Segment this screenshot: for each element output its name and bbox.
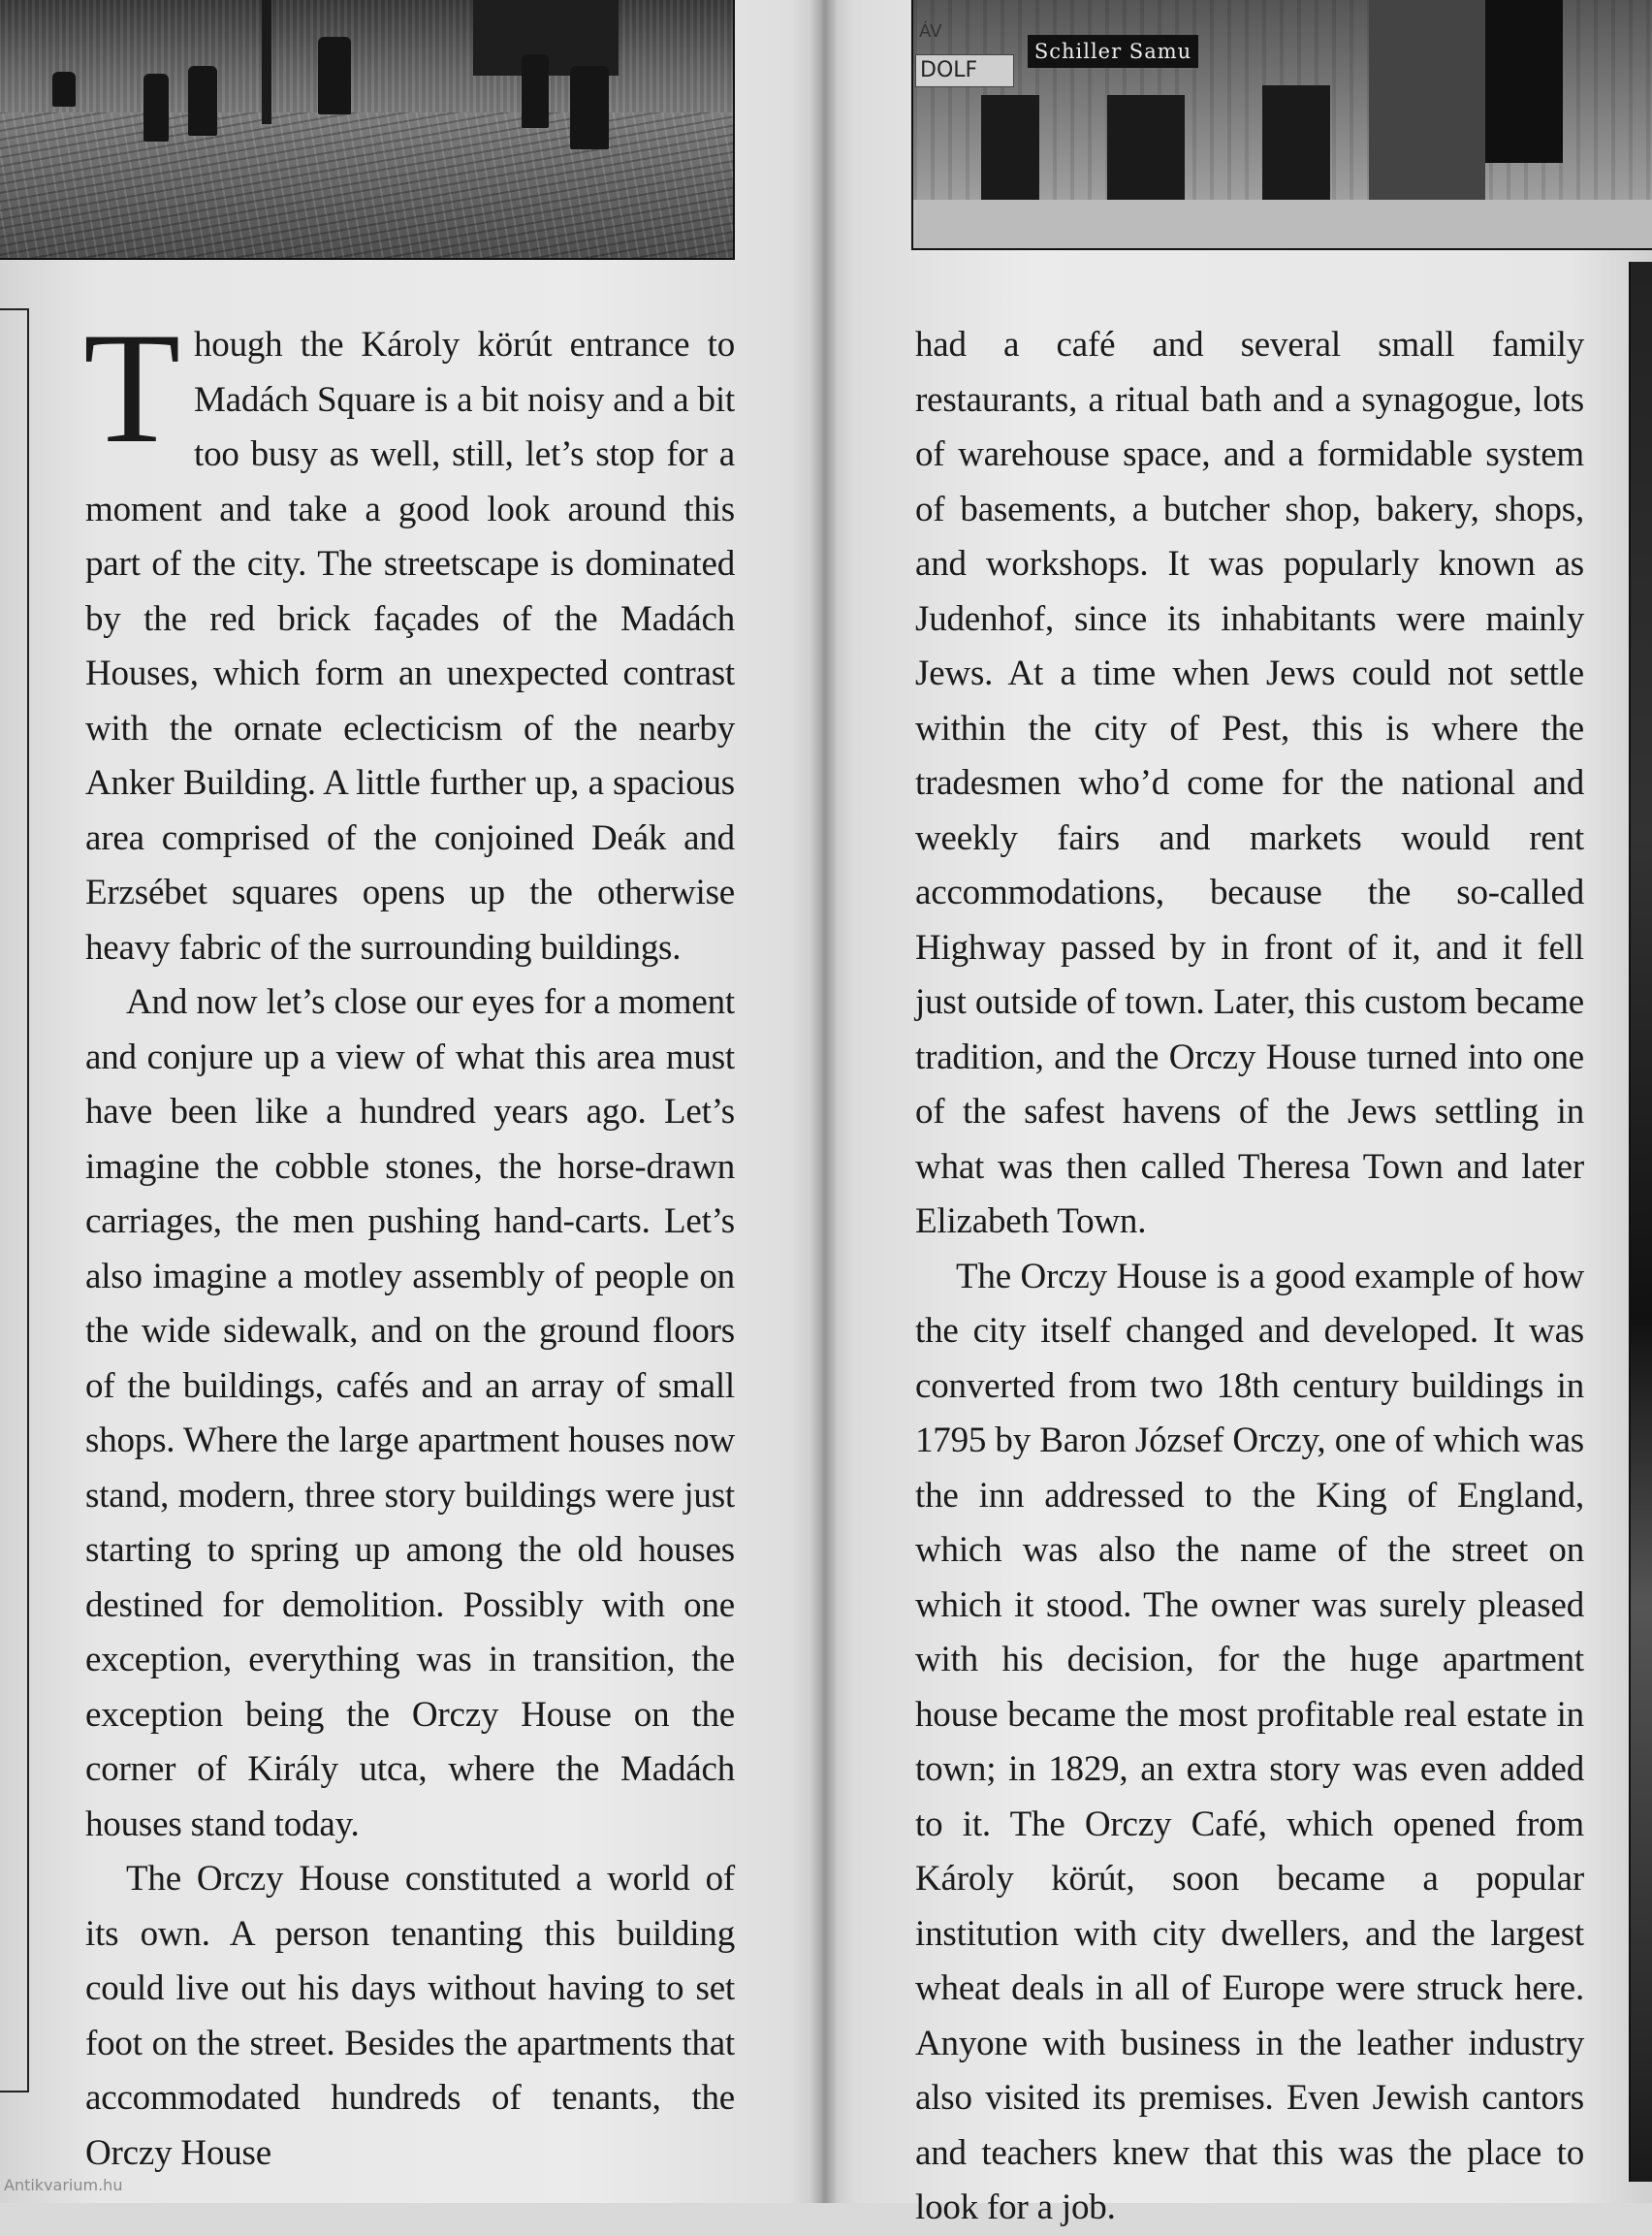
pedestrian-figure [522, 54, 549, 128]
paragraph: And now let’s close our eyes for a moment and conjure up a view of what this area must have been like a hundred years ago. Let’s imagine the cobble stones, the horse-drawn carriages, the men pushing hand-carts. Let’s also imagine a motley assembly of people on the wide sidewalk, and on the ground floors of the buildings, cafés and an array of small shops. Where the large apartment houses now stand, modern, three story buildings were just starting to spring up among the old houses destined for demolition. Possibly with one exception, everything was in transition, the exception being the Orczy House on the corner of Király utca, where the Madách houses stand today. [85, 982, 735, 1844]
sidewalk [913, 200, 1652, 248]
paragraph: The Orczy House is a good example of how the city itself changed and developed. It was converted from two 18th century buildings in 1795 by Baron József Orczy, one of which was the inn addressed to the King of England, which was also the name of the street on which it stood. The owner was surely pleased with his decision, for the huge apartment house became the most profitable real estate in town; in 1829, an extra story was even added to it. The Orczy Café, which opened from Károly körút, soon became a popular institution with city dwellers, and the largest wheat deals in all of Europe were struck here. Anyone with business in the leather industry also visited its premises. Even Jewish cantors and teachers knew that this was the place to look for a job. [915, 1256, 1584, 2227]
pedestrian-figure [570, 66, 609, 149]
right-text-column [915, 318, 1584, 2236]
street-photo-left [0, 0, 735, 260]
paragraph-text: hough the Károly körút entrance to Madách Square is a bit noisy and a bit too busy as well, still, let’s stop for a moment and take a good look around this part of the city. The streetscape is dominated by the red brick façades of the Madách Houses, which form an unexpected contrast with the ornate eclecticism of the nearby Anker Building. A little further up, a spacious area comprised of the conjoined Deák and Erzsébet squares opens up the otherwise heavy fabric of the surrounding buildings. [85, 325, 735, 968]
partial-sign-dolf: DOLF [915, 54, 1014, 87]
paragraph: had a café and several small family restaurants, a ritual bath and a synagogue, lots of warehouse space, and a formidable system of basements, a butcher shop, bakery, shops, and workshops. It was popularly known as Judenhof, since its inhabitants were mainly Jews. At a time when Jews could not settle within the city of Pest, this is where the tradesmen who’d come for the national and weekly fairs and markets would rent accommodations, because the so-called Highway passed by in front of it, and it fell just outside of town. Later, this custom became tradition, and the Orczy House turned into one of the safest havens of the Jews settling in what was then called Theresa Town and later Elizabeth Town. [915, 325, 1584, 1241]
cobblestone-street [0, 112, 733, 258]
shop-window [981, 95, 1039, 202]
watermark: Antikvarium.hu [4, 2176, 123, 2194]
pedestrian-figure [188, 66, 217, 136]
lamp-post [262, 0, 271, 124]
book-gutter [810, 0, 838, 2203]
partial-sign-top: ÁV [919, 21, 942, 42]
drop-cap: T [83, 301, 180, 476]
map-frame-edge [0, 308, 29, 2092]
pedestrian-figure [318, 37, 351, 114]
paragraph [83, 301, 735, 975]
left-text-column [83, 301, 735, 2181]
pedestrian-figure [143, 74, 169, 142]
dark-archway [1485, 0, 1563, 163]
street-photo-right [911, 0, 1652, 250]
photo-strip-edge [1629, 262, 1652, 2182]
shop-sign: Schiller Samu [1028, 35, 1198, 68]
shop-doorway [1262, 85, 1330, 211]
shop-doorway [1107, 95, 1185, 202]
paragraph: The Orczy House constituted a world of its own. A person tenanting this building could live out his days without having to set foot on the street. Besides the apartments that accommodated hundreds of tenants, the Orczy House [85, 1859, 735, 2173]
pedestrian-figure [52, 72, 76, 107]
stone-pillar [1369, 0, 1485, 211]
